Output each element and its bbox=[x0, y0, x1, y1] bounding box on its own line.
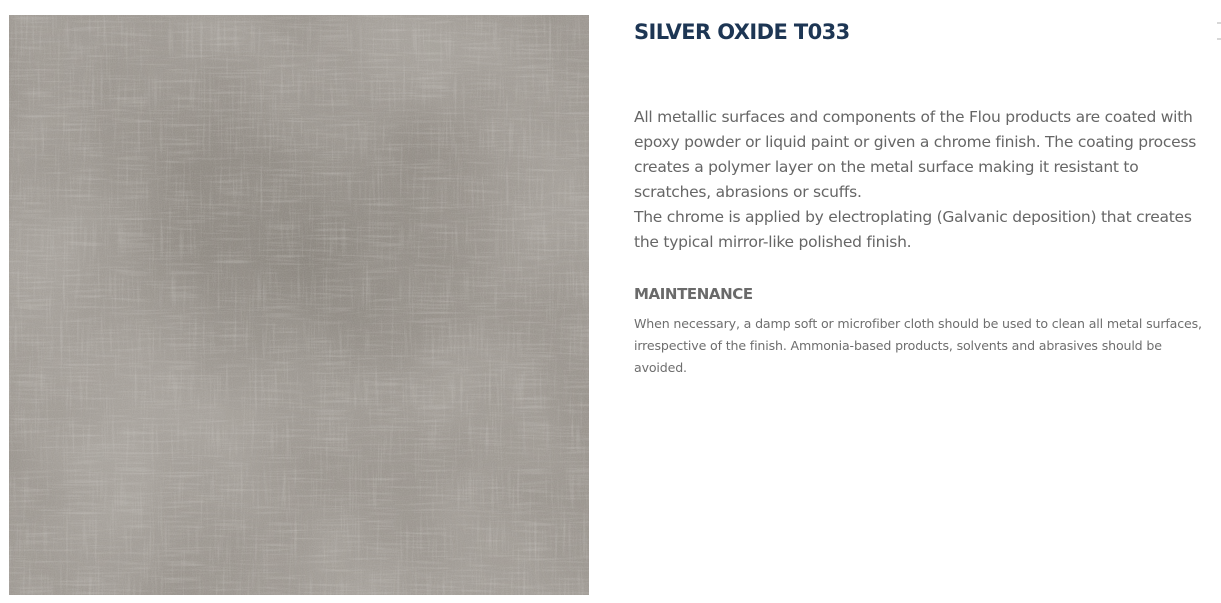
maintenance-heading: MAINTENANCE bbox=[634, 285, 753, 303]
maintenance-text: When necessary, a damp soft or microfiber cloth should be used to clean all metal surfaces, irrespective of the finish. Ammonia-based products, solvents and abrasives should be avoided. bbox=[634, 316, 1202, 375]
leather-texture bbox=[9, 15, 589, 595]
product-description bbox=[634, 105, 1214, 255]
description-paragraph: All metallic surfaces and components of the Flou products are coated with epoxy powder or liquid paint or given a chrome finish. The coating process creates a polymer layer on the metal surface making it resistant to scratches, abrasions or scuffs. bbox=[634, 108, 1197, 201]
product-title: SILVER OXIDE T033 bbox=[634, 20, 850, 44]
finish-swatch-image bbox=[9, 15, 589, 595]
product-info-panel bbox=[634, 16, 1214, 379]
scroll-edge-indicator bbox=[1217, 22, 1221, 40]
description-paragraph: The chrome is applied by electroplating (Galvanic deposition) that creates the typical mirror-like polished finish. bbox=[634, 208, 1192, 251]
